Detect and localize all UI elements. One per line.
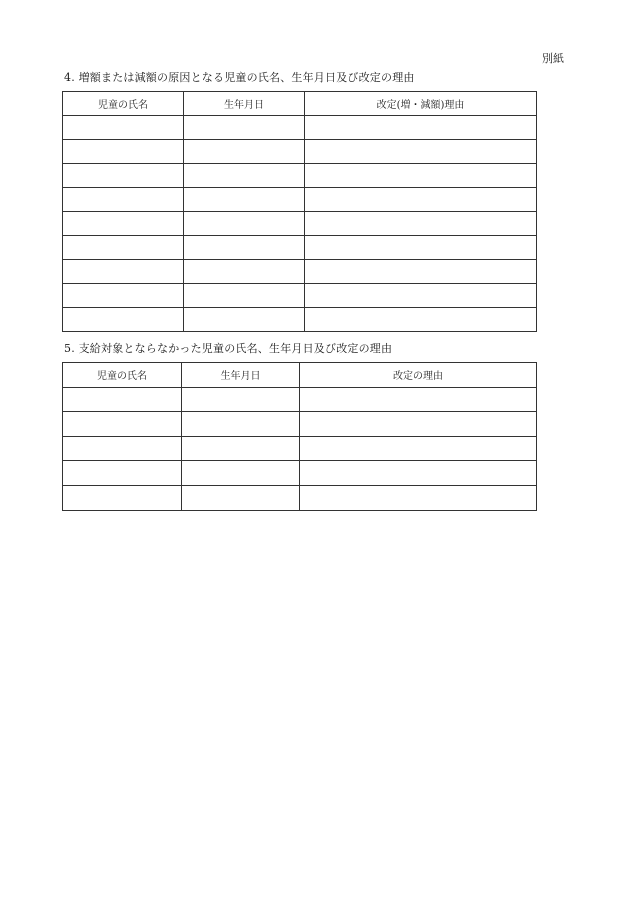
child-name-cell[interactable]: [63, 260, 184, 284]
reason-cell[interactable]: [305, 212, 537, 236]
child-name-cell[interactable]: [63, 140, 184, 164]
child-name-cell[interactable]: [63, 485, 182, 510]
table-row: [63, 284, 537, 308]
section-4-table-body: [63, 116, 537, 332]
child-name-cell[interactable]: [63, 236, 184, 260]
child-name-cell[interactable]: [63, 387, 182, 412]
birthdate-cell[interactable]: [184, 236, 305, 260]
section-5-table: [62, 362, 537, 511]
reason-cell[interactable]: [305, 164, 537, 188]
reason-cell[interactable]: [305, 140, 537, 164]
column-header-child-name: 児童の氏名: [63, 92, 184, 116]
child-name-cell[interactable]: [63, 436, 182, 461]
reason-cell[interactable]: [305, 284, 537, 308]
reason-cell[interactable]: [300, 485, 537, 510]
child-name-cell[interactable]: [63, 188, 184, 212]
reason-cell[interactable]: [305, 308, 537, 332]
birthdate-cell[interactable]: [184, 116, 305, 140]
birthdate-cell[interactable]: [184, 164, 305, 188]
column-header-reason: 改定(増・減額)理由: [305, 92, 537, 116]
section-4-table: [62, 91, 537, 332]
reason-cell[interactable]: [305, 188, 537, 212]
birthdate-cell[interactable]: [184, 188, 305, 212]
child-name-cell[interactable]: [63, 412, 182, 437]
child-name-cell[interactable]: [63, 284, 184, 308]
table-row: [63, 140, 537, 164]
table-row: [63, 308, 537, 332]
page-label: 別紙: [542, 52, 564, 65]
reason-cell[interactable]: [305, 236, 537, 260]
table-row: [63, 236, 537, 260]
child-name-cell[interactable]: [63, 116, 184, 140]
birthdate-cell[interactable]: [184, 140, 305, 164]
table-row: [63, 485, 537, 510]
table-row: [63, 212, 537, 236]
table-header-row: [63, 363, 537, 388]
column-header-birthdate: 生年月日: [182, 363, 300, 388]
child-name-cell[interactable]: [63, 212, 184, 236]
column-header-child-name: 児童の氏名: [63, 363, 182, 388]
table-row: [63, 412, 537, 437]
reason-cell[interactable]: [305, 260, 537, 284]
birthdate-cell[interactable]: [182, 461, 300, 486]
table-row: [63, 260, 537, 284]
column-header-birthdate: 生年月日: [184, 92, 305, 116]
table-row: [63, 188, 537, 212]
table-row: [63, 461, 537, 486]
table-row: [63, 436, 537, 461]
birthdate-cell[interactable]: [182, 412, 300, 437]
reason-cell[interactable]: [300, 412, 537, 437]
birthdate-cell[interactable]: [184, 212, 305, 236]
birthdate-cell[interactable]: [184, 308, 305, 332]
birthdate-cell[interactable]: [182, 436, 300, 461]
reason-cell[interactable]: [300, 461, 537, 486]
birthdate-cell[interactable]: [182, 485, 300, 510]
section-5-table-body: [63, 387, 537, 510]
table-header-row: [63, 92, 537, 116]
column-header-reason: 改定の理由: [300, 363, 537, 388]
section-4-heading: 4. 増額または減額の原因となる児童の氏名、生年月日及び改定の理由: [64, 71, 415, 84]
table-row: [63, 387, 537, 412]
reason-cell[interactable]: [300, 387, 537, 412]
child-name-cell[interactable]: [63, 461, 182, 486]
reason-cell[interactable]: [305, 116, 537, 140]
table-row: [63, 116, 537, 140]
table-row: [63, 164, 537, 188]
child-name-cell[interactable]: [63, 164, 184, 188]
birthdate-cell[interactable]: [182, 387, 300, 412]
child-name-cell[interactable]: [63, 308, 184, 332]
section-5-heading: 5. 支給対象とならなかった児童の氏名、生年月日及び改定の理由: [64, 342, 393, 355]
reason-cell[interactable]: [300, 436, 537, 461]
birthdate-cell[interactable]: [184, 284, 305, 308]
birthdate-cell[interactable]: [184, 260, 305, 284]
